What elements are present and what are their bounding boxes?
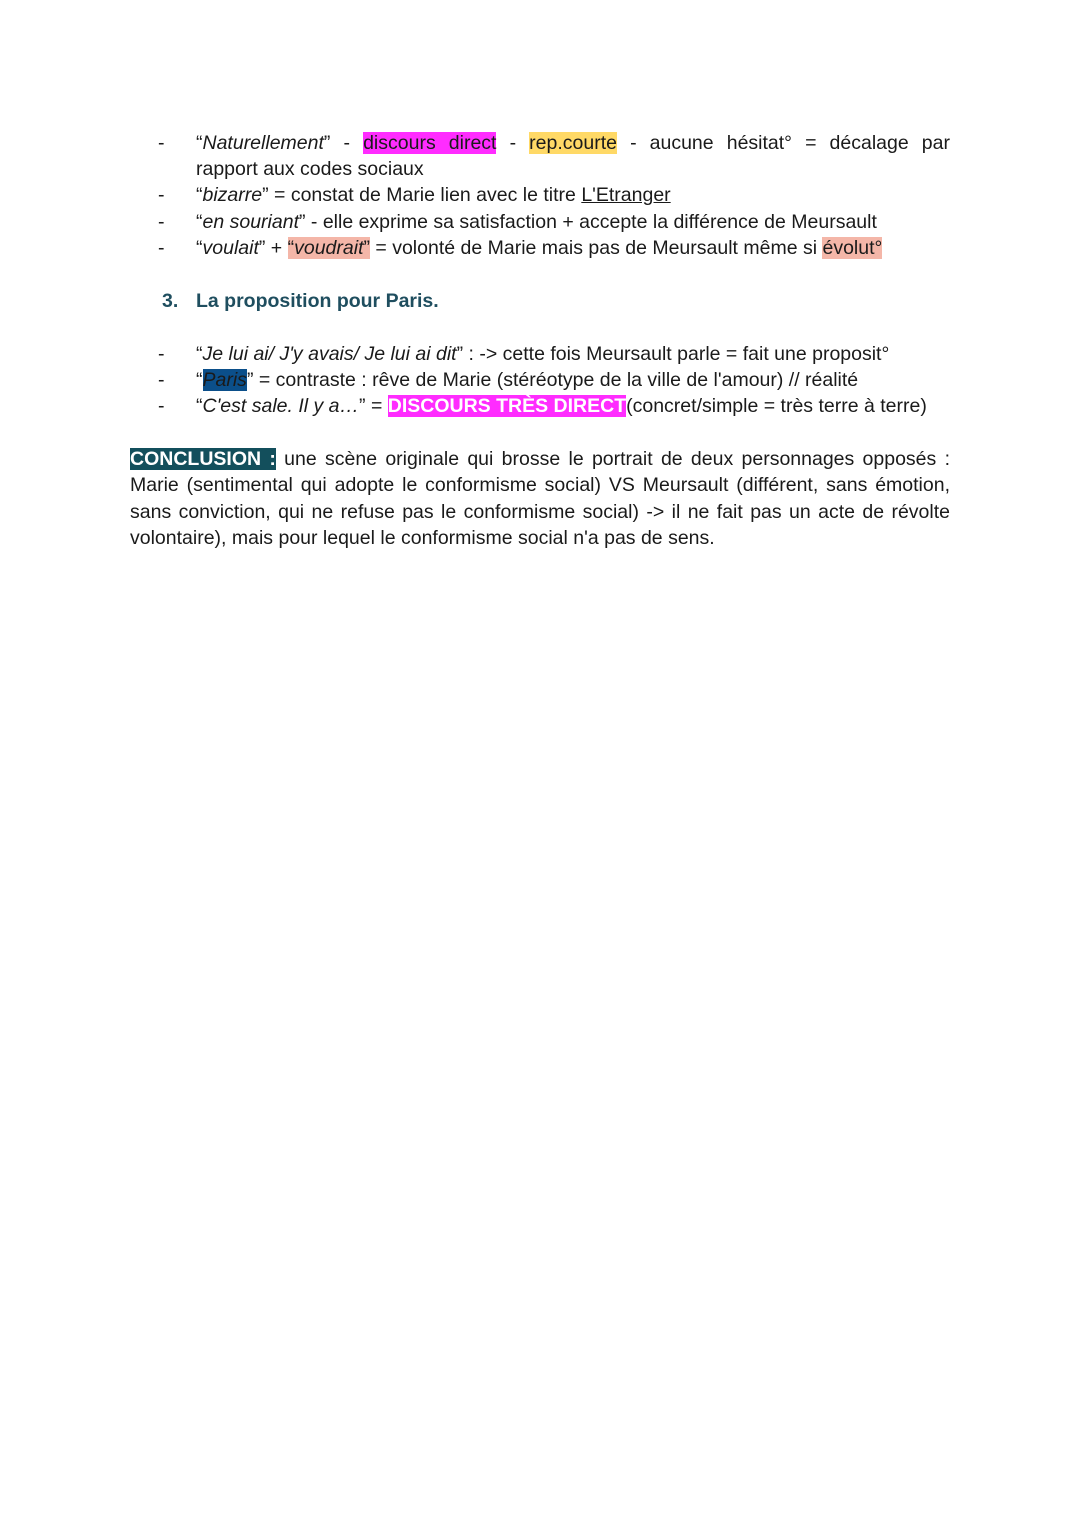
quote-voulait: voulait <box>202 236 259 259</box>
list-item: - “bizarre” = constat de Marie lien avec le titre L'Etranger <box>130 182 950 208</box>
highlight-discours-direct: discours direct <box>363 132 497 154</box>
bullet-text: = volonté de Marie mais pas de Meursault même si <box>369 236 823 259</box>
highlight-paris: Paris <box>202 369 247 392</box>
bullet-dash: - <box>158 236 165 259</box>
separator: - <box>496 132 530 154</box>
highlight-voudrait: “voudrait” <box>287 236 370 259</box>
conclusion-text: une scène originale qui brosse le portrait de deux personnages opposés : Marie (sentimental qui adopte le conformisme social) VS Meursault (différent, sans émotion, sans conviction, qui ne refuse pas le conformisme social) -> il ne fait pas un acte de révolte volontaire), mais pour lequel le conformisme social n'a pas de sens. <box>130 448 950 549</box>
conclusion-paragraph <box>130 446 950 551</box>
plus-sign: + <box>265 236 288 259</box>
section3-bullet-list <box>130 341 950 420</box>
highlight-discours-tres-direct: DISCOURS TRÈS DIRECT <box>387 395 627 418</box>
bullet-dash: - <box>158 395 165 418</box>
bullet-text: (concret/simple = très terre à terre) <box>626 395 927 418</box>
list-item: - “C'est sale. Il y a…” = DISCOURS TRÈS DIRECT(concret/simple = très terre à terre) <box>130 393 950 419</box>
highlight-evolution: évolut° <box>822 236 883 259</box>
bullet-line-1: “Naturellement” - discours direct - rep.courte - aucune hésitat° = décalage par <box>196 132 950 154</box>
quote-cest-sale: C'est sale. Il y a… <box>202 395 360 418</box>
quote-en-souriant: en souriant <box>202 210 299 233</box>
bullet-dash: - <box>158 369 165 392</box>
list-item: - “Je lui ai/ J'y avais/ Je lui ai dit” : -> cette fois Meursault parle = fait une proposit° <box>130 341 950 367</box>
list-item: - “Paris” = contraste : rêve de Marie (stéréotype de la ville de l'amour) // réalité <box>130 367 950 393</box>
conclusion-label: CONCLUSION : <box>130 448 276 470</box>
bullet-dash: - <box>158 184 165 207</box>
quote-naturellement: Naturellement <box>202 132 324 154</box>
bullet-text: - elle exprime sa satisfaction + accepte la différence de Meursault <box>305 210 877 233</box>
bullet-dash: - <box>158 132 165 154</box>
heading-title: La proposition pour Paris. <box>196 290 439 312</box>
bullet-dash: - <box>158 210 165 233</box>
quote-voudrait: voudrait <box>294 236 364 259</box>
bullet-line-2: rapport aux codes sociaux <box>196 158 424 181</box>
bullet-dash: - <box>158 343 165 365</box>
heading-number: 3. <box>162 290 179 312</box>
section2-bullet-list <box>130 130 950 261</box>
bullet-text: - aucune hésitat° = décalage par <box>616 132 950 154</box>
highlight-rep-courte: rep.courte <box>529 132 617 154</box>
list-item: - “en souriant” - elle exprime sa satisfaction + accepte la différence de Meursault <box>130 209 950 235</box>
quote-bizarre: bizarre <box>202 184 263 207</box>
book-title: L'Etranger <box>581 184 671 207</box>
equals-sign: = <box>365 395 388 418</box>
list-item <box>130 130 950 182</box>
quote-je-lui-ai: Je lui ai/ J'y avais/ Je lui ai dit <box>202 343 457 365</box>
bullet-text: = constat de Marie lien avec le titre <box>268 184 582 207</box>
section-heading <box>162 288 439 314</box>
list-item: - “voulait” + “voudrait” = volonté de Marie mais pas de Meursault même si évolut° <box>130 235 950 261</box>
bullet-text: = contraste : rêve de Marie (stéréotype de la ville de l'amour) // réalité <box>253 369 859 392</box>
bullet-text: : -> cette fois Meursault parle = fait une proposit° <box>463 343 890 365</box>
separator: - <box>330 132 364 154</box>
